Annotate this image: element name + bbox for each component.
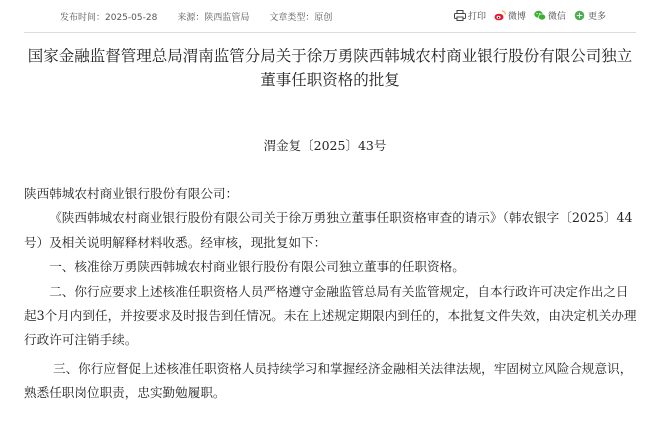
header-divider (24, 32, 636, 33)
wechat-label: 微信 (547, 12, 566, 22)
weibo-label: 微博 (507, 12, 526, 22)
article-type: 文章类型：原创 (269, 13, 333, 23)
printer-icon (454, 10, 466, 21)
print-button[interactable] (454, 9, 486, 22)
document-body (24, 182, 638, 406)
print-label: 打印 (467, 12, 486, 22)
page-title (24, 44, 636, 92)
publish-time: 发布时间：2025-05-28 (60, 13, 158, 23)
wechat-icon (534, 10, 546, 21)
more-label: 更多 (587, 12, 606, 22)
wechat-share-button[interactable] (534, 9, 566, 22)
document-number: 渭金复〔2025〕43号 (263, 138, 387, 153)
title-line-1: 国家金融监督管理总局渭南监管分局关于徐万勇陕西韩城农村商业银行股份有限公司独立 (27, 47, 633, 65)
share-toolbar (454, 9, 606, 22)
title-line-2: 董事任职资格的批复 (260, 71, 400, 89)
weibo-share-button[interactable] (494, 9, 526, 22)
paragraph-item-3: 三、你行应督促上述核准任职资格人员持续学习和掌握经济金融相关法律法规，牢固树立风险合规意识，熟悉任职岗位职责，忠实勤勉履职。 (24, 360, 633, 401)
salutation: 陕西韩城农村商业银行股份有限公司： (24, 186, 239, 201)
more-share-button[interactable] (574, 9, 606, 22)
meta-bar (0, 0, 650, 32)
article-source: 来源：陕西监管局 (177, 13, 250, 23)
paragraph-item-1: 一、核准徐万勇陕西韩城农村商业银行股份有限公司独立董事的任职资格。 (49, 259, 465, 275)
article-meta (60, 10, 332, 23)
paragraph-item-2: 二、你行应要求上述核准任职资格人员严格遵守金融监管总局有关监管规定，自本行政许可决定作出之日起3个月内到任，并按要求及时报告到任情况。未在上述规定期限内到任的，本批复文件失效，由决定机关办理行政许可注销手续。 (24, 283, 637, 348)
paragraph-intro: 《陕西韩城农村商业银行股份有限公司关于徐万勇独立董事任职资格审查的请示》（韩农银字〔2025〕44号）及相关说明解释材料收悉。经审核，现批复如下： (24, 210, 633, 250)
weibo-icon (494, 10, 506, 21)
plus-circle-icon (574, 10, 586, 21)
